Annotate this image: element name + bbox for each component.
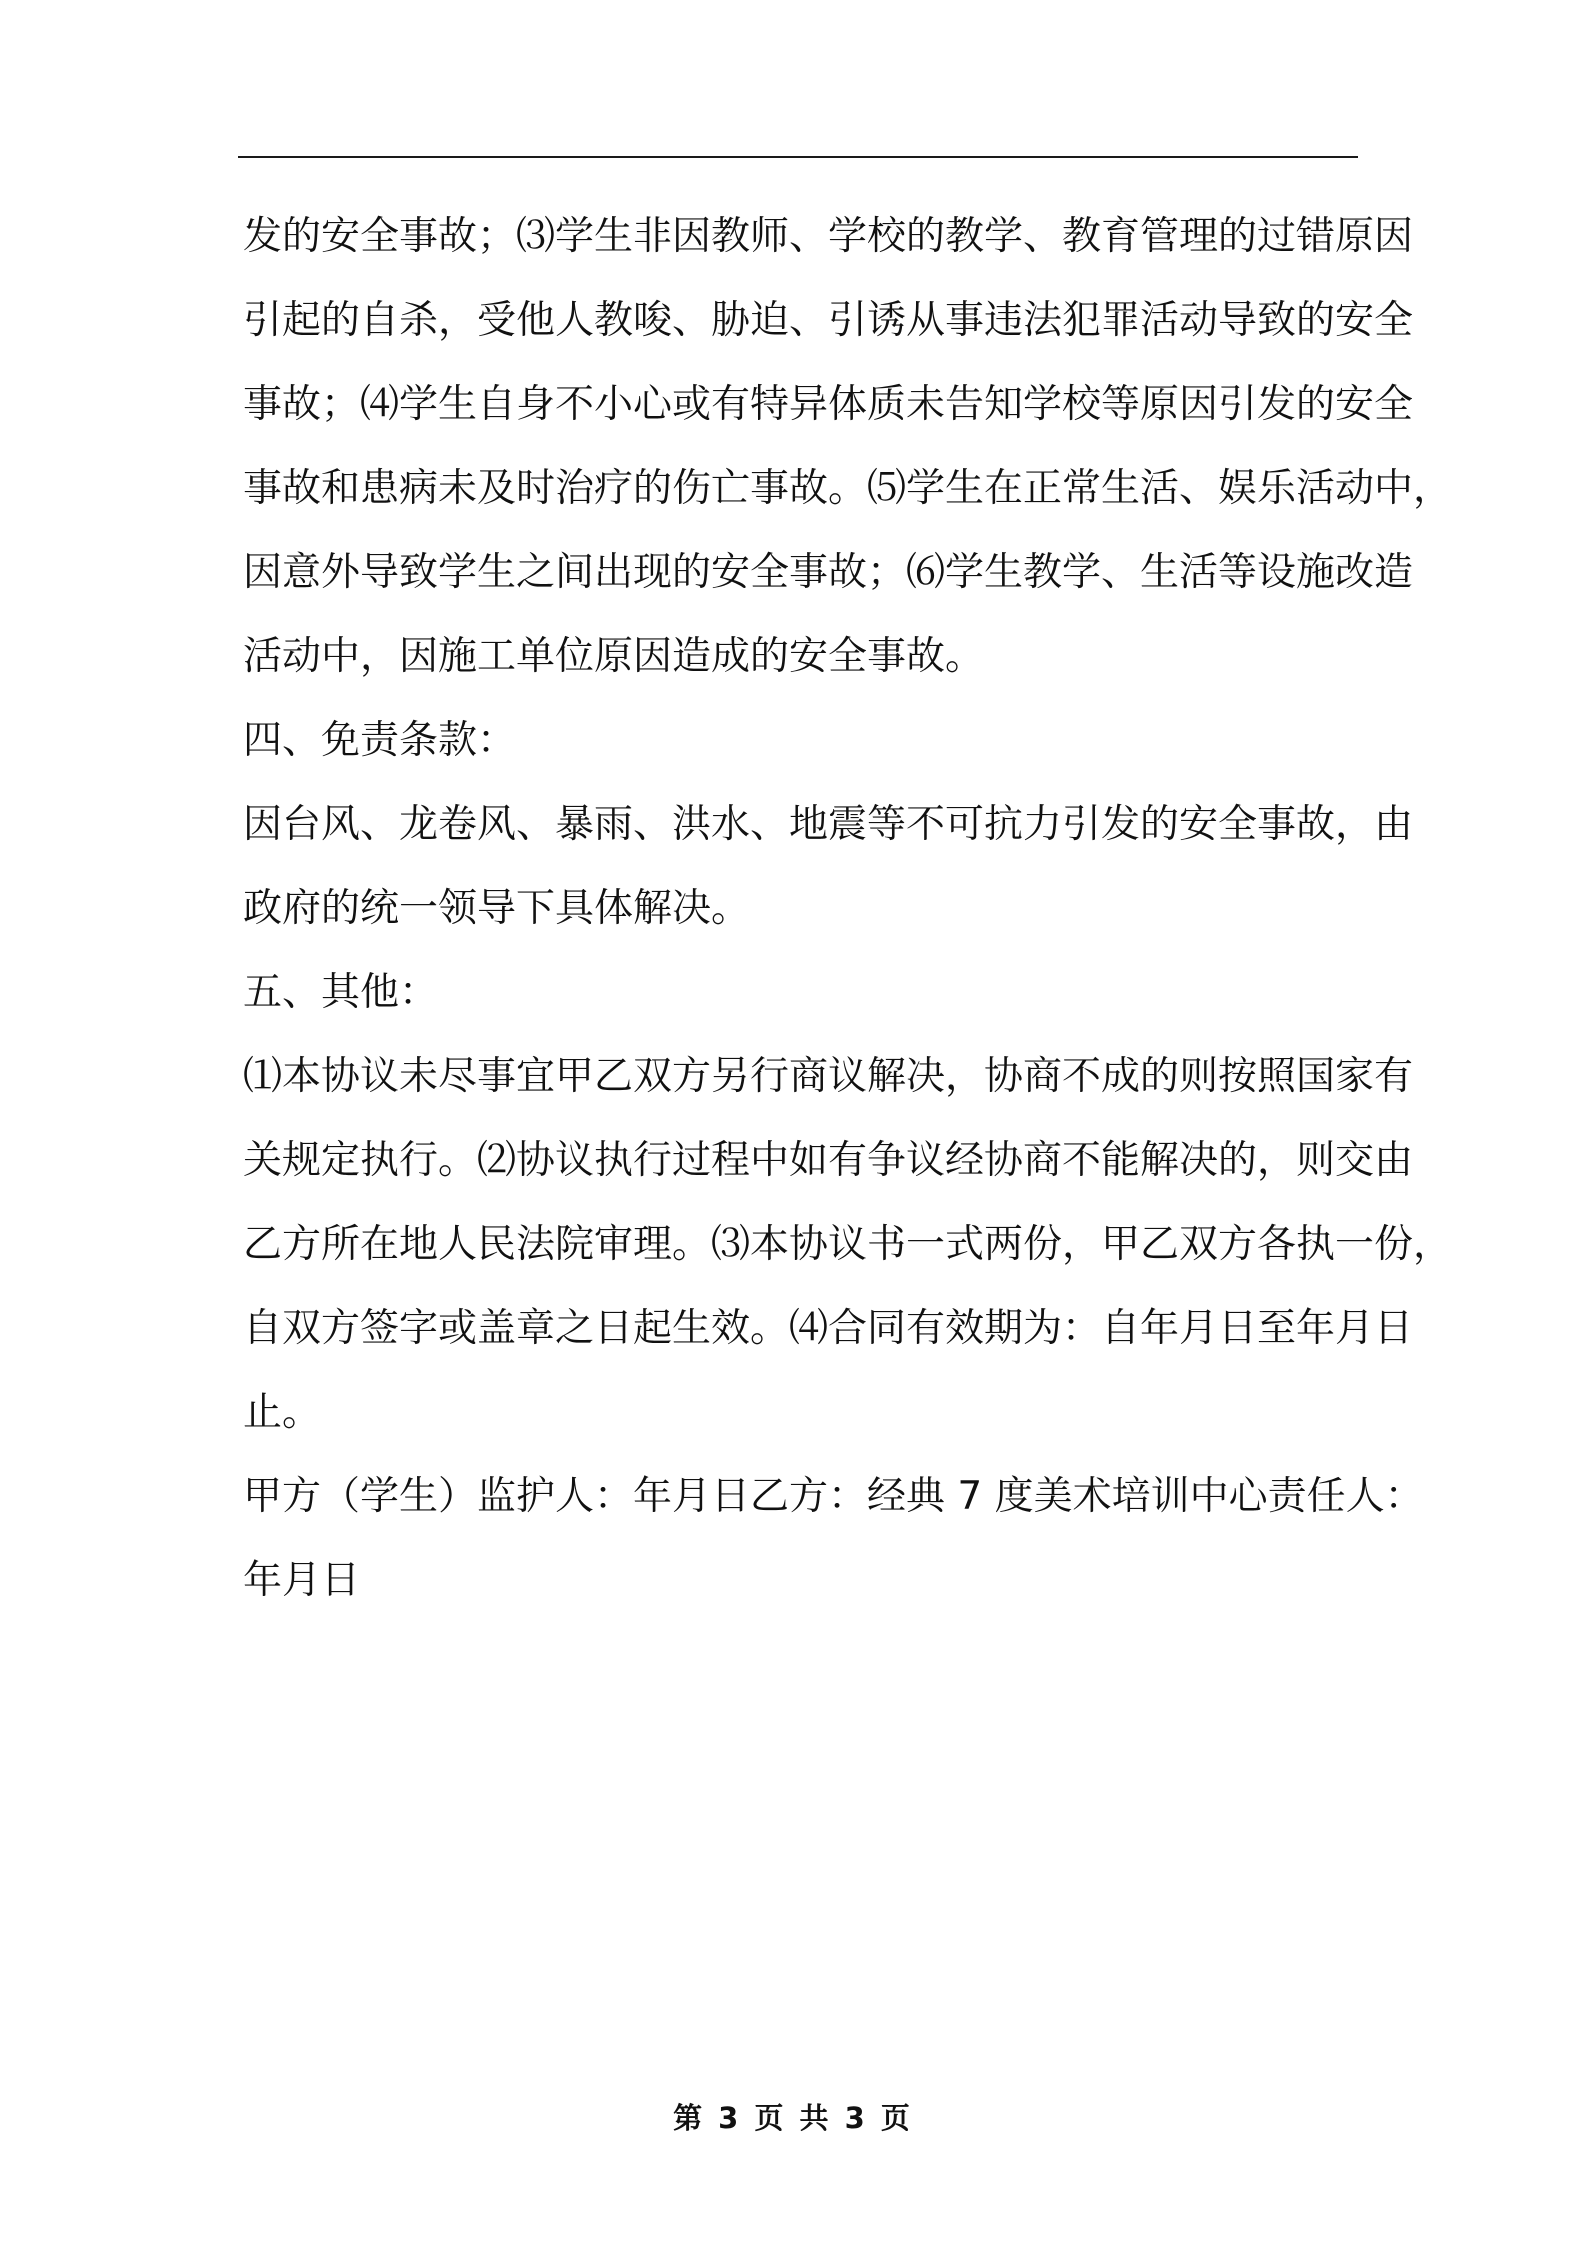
document-line: 四、免责条款： (243, 718, 517, 763)
document-line: 自双方签字或盖章之日起生效。⑷合同有效期为：自年月日至年月日 (243, 1306, 1414, 1351)
document-line: 引起的自杀，受他人教唆、胁迫、引诱从事违法犯罪活动导致的安全 (243, 298, 1414, 343)
page-footer: 第 3 页 共 3 页 (673, 2101, 913, 2135)
document-line: 事故和患病未及时治疗的伤亡事故。⑸学生在正常生活、娱乐活动中， (243, 466, 1453, 511)
document-line: 因意外导致学生之间出现的安全事故；⑹学生教学、生活等设施改造 (243, 550, 1414, 595)
document-line: 活动中，因施工单位原因造成的安全事故。 (243, 634, 985, 679)
document-line: 乙方所在地人民法院审理。⑶本协议书一式两份，甲乙双方各执一份， (243, 1222, 1453, 1267)
header-rule (238, 156, 1358, 158)
document-line: 五、其他： (243, 970, 439, 1015)
document-line: 事故；⑷学生自身不小心或有特异体质未告知学校等原因引发的安全 (243, 382, 1414, 427)
document-body (243, 195, 1453, 1623)
document-line: 发的安全事故；⑶学生非因教师、学校的教学、教育管理的过错原因 (243, 214, 1414, 259)
document-line: 政府的统一领导下具体解决。 (243, 886, 751, 931)
document-line: 止。 (243, 1390, 322, 1435)
document-line: ⑴本协议未尽事宜甲乙双方另行商议解决，协商不成的则按照国家有 (243, 1054, 1414, 1099)
document-line: 甲方（学生）监护人：年月日乙方：经典 7 度美术培训中心责任人： (243, 1474, 1424, 1519)
document-line: 年月日 (243, 1558, 361, 1603)
document-line: 关规定执行。⑵协议执行过程中如有争议经协商不能解决的，则交由 (243, 1138, 1414, 1183)
document-line: 因台风、龙卷风、暴雨、洪水、地震等不可抗力引发的安全事故，由 (243, 802, 1414, 847)
